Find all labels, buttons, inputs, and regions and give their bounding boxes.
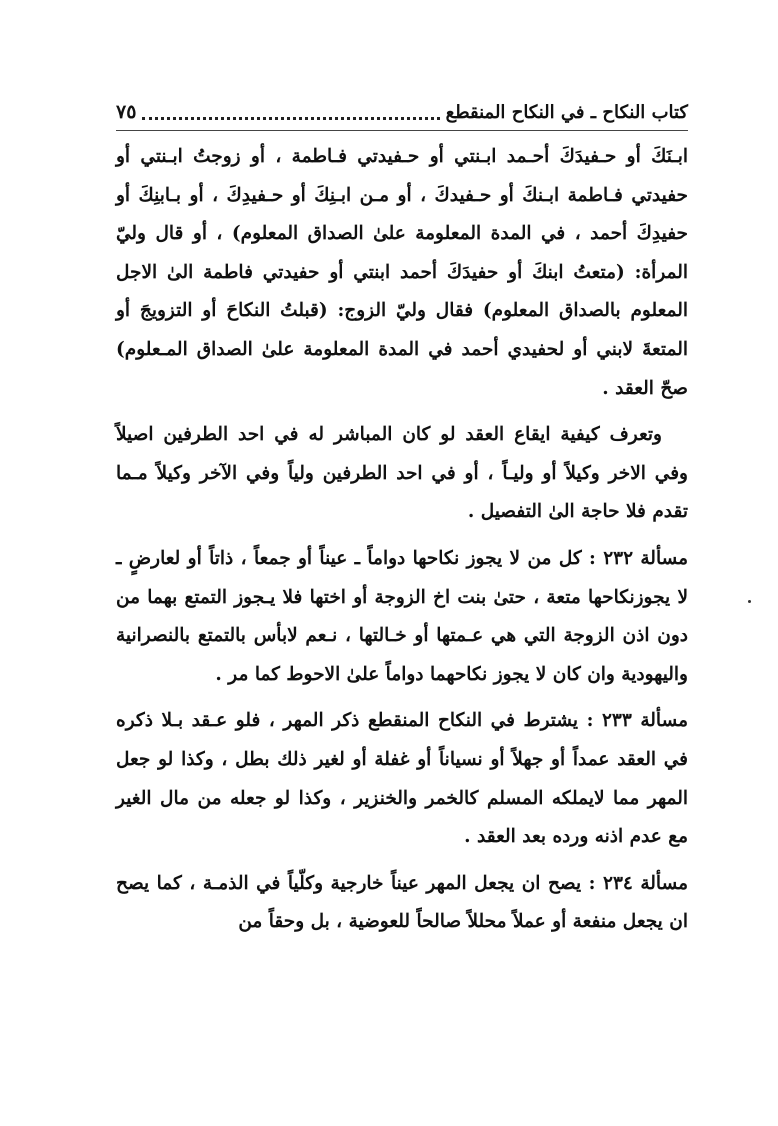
paragraph-text: ابـنَكَ أو حـفيدَكَ أحـمد ابـنتي أو حـفيدتي فـاطمة ، أو زوجتُ ابـنتي أو حفيدتي فـاطمة ابـنكَ أو حـفيدكَ ، أو مـن ابـنِكَ أو حـفيدِكَ ، أو بـابنِكَ أو حفيدِكَ أحمد ، في المدة المعلومة علىٰ الصداق المعلوم) ، أو قال وليّ المرأة: (متعتُ ابنكَ أو حفيدَكَ أحمد ابنتي أو حفيدتي فاطمة الىٰ الاجل المعلوم بالصداق المعلوم) فقال وليّ الزوج: (قبلتُ النكاحَ أو التزويجَ أو المتعةَ لابني أو لحفيدي أحمد في المدة المعلومة علىٰ الصداق المـعلوم) صحّ العقد . <box>116 146 688 399</box>
paragraph-2 <box>116 416 688 532</box>
paragraph-1 <box>116 138 688 408</box>
page-number: ٧٥ <box>116 101 137 123</box>
issue-234 <box>116 865 688 942</box>
paragraph-text: يصح ان يجعل المهر عيناً خارجية وكلّياً في الذمـة ، كما يصح ان يجعل منفعة أو عملاً محللاً صالحاً للعوضية ، بل وحقاً من <box>116 872 688 933</box>
header-divider <box>116 130 688 131</box>
issue-label: مسألة ٢٣٢ : <box>589 547 688 569</box>
scan-speck <box>748 600 751 603</box>
issue-label: مسألة ٢٣٤ : <box>588 872 688 894</box>
body-text <box>116 138 688 950</box>
issue-232 <box>116 540 688 694</box>
chapter-title: كتاب النكاح ـ في النكاح المنقطع <box>445 101 688 123</box>
leader-dots <box>142 105 439 120</box>
running-header <box>116 96 688 128</box>
issue-label: مسألة ٢٣٣ : <box>586 710 688 732</box>
paragraph-text: كل من لا يجوز نكاحها دواماً ـ عيناً أو جمعاً ، ذاتاً أو لعارضٍ ـ لا يجوزنكاحها متعة ، حتىٰ بنت اخ الزوجة أو اختها فلا يـجوز التمتع بهما من دون اذن الزوجة التي هي عـمتها أو خـالتها ، نـعم لابأس بالتمتع بالنصرانية واليهودية وان كان لا يجوز نكاحهما دواماً علىٰ الاحوط كما مر . <box>116 547 688 685</box>
paragraph-text: يشترط في النكاح المنقطع ذكر المهر ، فلو عـقد بـلا ذكره في العقد عمداً أو جهلاً أو نسياناً أو غفلة أو لغير ذلك بطل ، وكذا لو جعل المهر مما لايملكه المسلم كالخمر والخنزير ، وكذا لو جعله من مال الغير مع عدم اذنه ورده بعد العقد . <box>116 710 688 848</box>
issue-233 <box>116 702 688 856</box>
paragraph-text: وتعرف كيفية ايقاع العقد لو كان المباشر له في احد الطرفين اصيلاً وفي الاخر وكيلاً أو وليـاً ، أو في احد الطرفين ولياً وفي الآخر وكيلاً مـما تقدم فلا حاجة الىٰ التفصيل . <box>116 424 688 523</box>
